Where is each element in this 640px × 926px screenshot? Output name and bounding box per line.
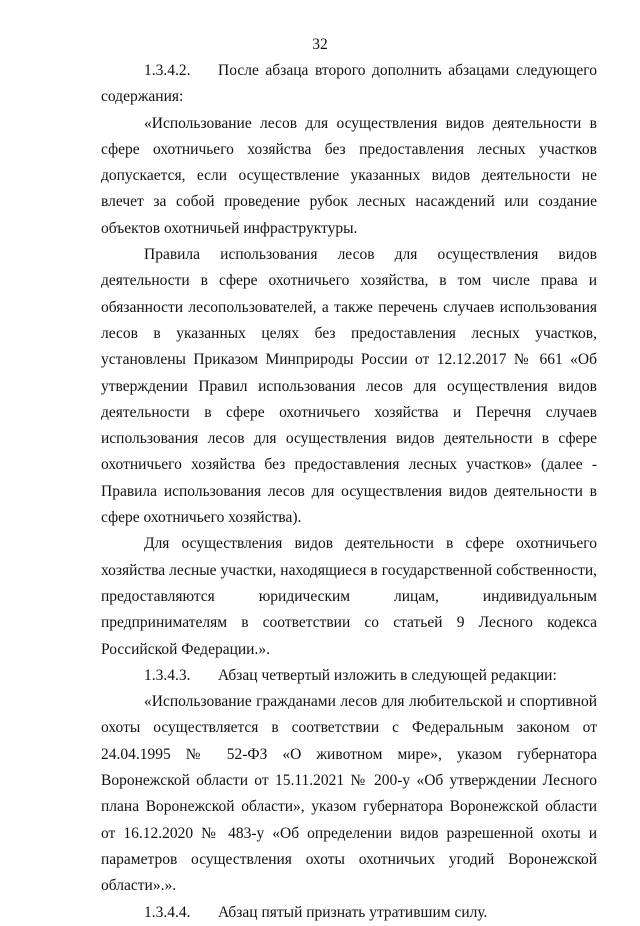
item-number: 1.3.4.2.: [144, 62, 191, 79]
paragraph-rules: [101, 242, 597, 531]
paragraph-1-3-4-3: [101, 663, 597, 689]
paragraph-land-plots: [101, 531, 597, 662]
paragraph-quote-hunting: [101, 689, 597, 899]
paragraph-text: Для осуществления видов деятельности в сфере охотничьего хозяйства лесные участки, находящиеся в государственной собственности, предоставляются юридическим лицам, индивидуальным предпринимателям в соответствии со статьей 9 Лесного кодекса Российской Федерации.».: [101, 535, 597, 658]
page-number: 32: [312, 36, 328, 53]
paragraph-text: После абзаца второго дополнить абзацами следующего содержания:: [101, 62, 597, 106]
item-number: 1.3.4.4.: [144, 903, 191, 921]
document-body: [101, 58, 597, 926]
paragraph-text: «Использование гражданами лесов для любительской и спортивной охоты осуществляется в соответствии с Федеральным законом от 24.04.1995 № 52-ФЗ «О животном мире», указом губернатора Воронежской области от 15.11.2021 № 200-у «Об утверждении Лесного плана Воронежской области», указом губернатора Воронежской области от 16.12.2020 № 483-у «Об определении видов разрешенной охоты и параметров осуществления охоты охотничьих угодий Воронежской области».».: [101, 693, 597, 895]
item-number: 1.3.4.3.: [144, 666, 191, 684]
paragraph-1-3-4-4: [101, 900, 597, 926]
paragraph-quote-usage: [101, 111, 597, 242]
paragraph-text: «Использование лесов для осуществления видов деятельности в сфере охотничьего хозяйства без предоставления лесных участков допускается, если осуществление указанных видов деятельности не влечет за собой проведение рубок лесных насаждений или создание объектов охотничьей инфраструктуры.: [101, 114, 597, 237]
paragraph-text: Правила использования лесов для осуществления видов деятельности в сфере охотничьего хозяйства, в том числе права и обязанности лесопользователей, а также перечень случаев использования лесов в указанных целях без предоставления лесных участков, установлены Приказом Минприроды России от 12.12.2017 № 661 «Об утверждении Правил использования лесов для осуществления видов деятельности в сфере охотничьего хозяйства и Перечня случаев использования лесов для осуществления видов деятельности в сфере охотничьего хозяйства без предоставления лесных участков» (далее - Правила использования лесов для осуществления видов деятельности в сфере охотничьего хозяйства).: [101, 246, 597, 527]
paragraph-1-3-4-2: [101, 58, 597, 111]
paragraph-text: Абзац пятый признать утратившим силу.: [218, 903, 488, 921]
paragraph-text: Абзац четвертый изложить в следующей редакции:: [218, 666, 557, 684]
